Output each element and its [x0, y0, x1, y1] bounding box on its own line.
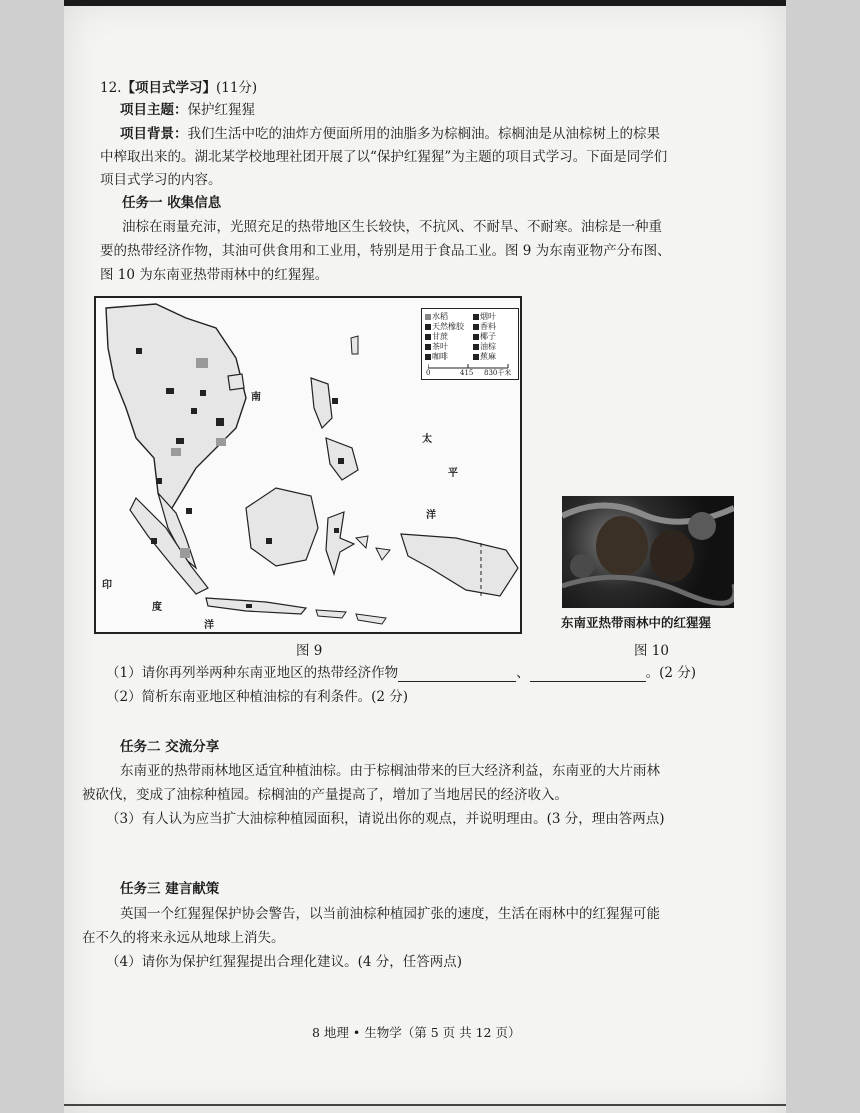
answer-blank-1[interactable] — [398, 665, 516, 682]
bottom-border — [64, 1104, 786, 1106]
background-line-2: 中榨取出来的。湖北某学校地理社团开展了以“保护红猩猩”为主题的项目式学习。下面是同学们 — [100, 149, 668, 165]
scale-0: 0 — [426, 369, 431, 377]
hemp-icon — [473, 354, 479, 360]
coffee-icon — [425, 354, 431, 360]
task1-line-2: 要的热带经济作物，其油可供食用和工业用，特别是用于食品工业。图 9 为东南亚物产分布图、 — [100, 243, 671, 259]
map-label-pacific-3: 洋 — [426, 510, 436, 521]
task1-line-1: 油棕在雨量充沛，光照充足的热带地区生长较快，不抗风、不耐旱、不耐寒。油棕是一种重 — [122, 219, 662, 235]
scale-415: 415 — [460, 369, 474, 377]
rice-icon — [425, 314, 431, 320]
map-label-indian-2: 度 — [152, 602, 162, 613]
map-label-pacific-2: 平 — [448, 468, 458, 479]
task3-line-2: 在不久的将来永远从地球上消失。 — [82, 930, 285, 946]
legend-item: 油棕 — [473, 342, 496, 351]
background-line-1: 项目背景：我们生活中吃的油炸方便面所用的油脂多为棕榈油。棕榈油是从油棕树上的棕果 — [120, 126, 660, 142]
map-label-indian-1: 印 — [102, 580, 112, 591]
rubber-icon — [425, 324, 431, 330]
fig10-label: 图 10 — [634, 643, 669, 659]
task3-title: 任务三 建言献策 — [120, 881, 220, 897]
map-label-south-china-sea: 南 — [251, 392, 261, 403]
subq-4: （4）请你为保护红猩猩提出合理化建议。(4 分，任答两点) — [106, 954, 463, 970]
map-label-indian-3: 洋 — [204, 620, 214, 631]
legend-item: 香料 — [473, 322, 496, 331]
legend-item: 蕉麻 — [473, 352, 496, 361]
orangutan-photo — [562, 496, 734, 608]
task2-title: 任务二 交流分享 — [120, 739, 220, 755]
background-line-3: 项目式学习的内容。 — [100, 172, 222, 188]
answer-blank-2[interactable] — [530, 665, 646, 682]
legend-item: 天然橡胶 — [425, 322, 464, 331]
legend-item: 茶叶 — [425, 342, 448, 351]
scale-830: 830千米 — [484, 369, 512, 377]
legend-item: 甘蔗 — [425, 332, 448, 341]
oil-palm-icon — [473, 344, 479, 350]
legend-item: 水稻 — [425, 312, 448, 321]
subq-2: （2）简析东南亚地区种植油棕的有利条件。(2 分) — [106, 689, 409, 705]
question-header: 12.【项目式学习】(11分) — [100, 80, 258, 96]
task1-title: 任务一 收集信息 — [122, 195, 222, 211]
map-label-pacific-1: 太 — [422, 434, 432, 445]
orangutan-drawing — [562, 496, 734, 608]
project-theme: 项目主题：保护红猩猩 — [120, 102, 255, 118]
task2-line-1: 东南亚的热带雨林地区适宜种植油棕。由于棕榈油带来的巨大经济利益，东南亚的大片雨林 — [120, 763, 660, 779]
coconut-icon — [473, 334, 479, 340]
photo-caption: 东南亚热带雨林中的红猩猩 — [561, 615, 712, 630]
legend-item: 烟叶 — [473, 312, 496, 321]
task3-line-1: 英国一个红猩猩保护协会警告，以当前油棕种植园扩张的速度，生活在雨林中的红猩猩可能 — [120, 906, 660, 922]
page-footer: 8 地理 • 生物学（第 5 页 共 12 页） — [312, 1025, 521, 1040]
task1-line-3: 图 10 为东南亚热带雨林中的红猩猩。 — [100, 267, 329, 283]
southeast-asia-map — [94, 296, 522, 634]
spice-icon — [473, 324, 479, 330]
task2-line-2: 被砍伐，变成了油棕种植园。棕榈油的产量提高了，增加了当地居民的经济收入。 — [82, 787, 568, 803]
legend-item: 咖啡 — [425, 352, 448, 361]
legend-item: 椰子 — [473, 332, 496, 341]
fig9-label: 图 9 — [296, 643, 323, 659]
tea-icon — [425, 344, 431, 350]
exam-page — [64, 0, 786, 1113]
top-border — [64, 0, 786, 6]
subq-1: （1）请你再列举两种东南亚地区的热带经济作物 、 。(2 分) — [106, 665, 697, 681]
subq-3: （3）有人认为应当扩大油棕种植园面积，请说出你的观点，并说明理由。(3 分，理由答两点) — [106, 811, 665, 827]
map-legend — [421, 308, 519, 380]
sugarcane-icon — [425, 334, 431, 340]
tobacco-icon — [473, 314, 479, 320]
